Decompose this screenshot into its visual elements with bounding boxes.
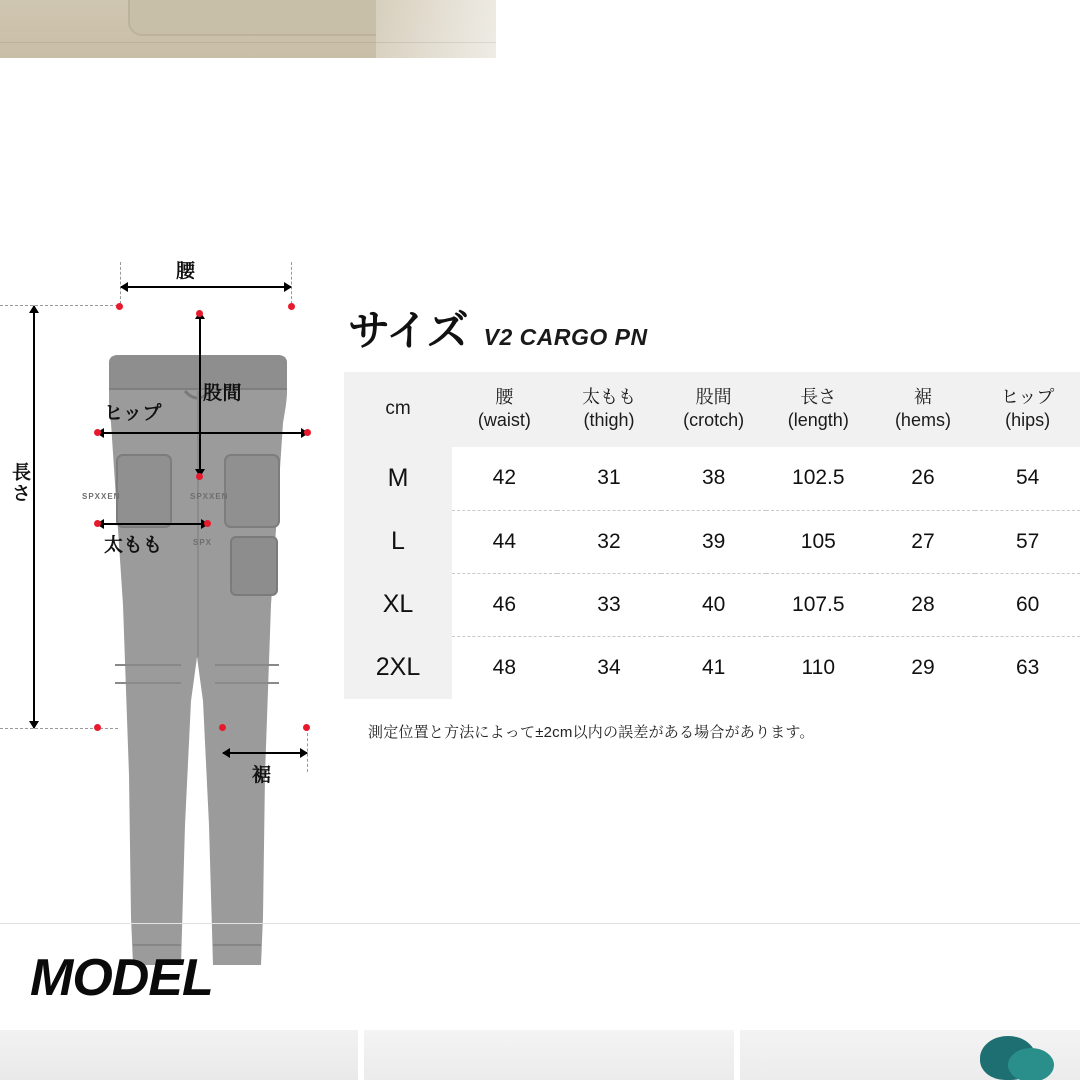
header-thigh xyxy=(557,372,662,447)
cell-waist: 42 xyxy=(452,447,557,510)
header-hips-jp: ヒップ xyxy=(1000,387,1055,407)
table-row xyxy=(344,573,1080,636)
header-crotch xyxy=(661,372,766,447)
table-header-row xyxy=(344,372,1080,447)
cell-length: 105 xyxy=(766,510,871,573)
size-chart-title: サイズ xyxy=(348,307,468,354)
label-thigh: 太もも xyxy=(104,535,163,556)
cell-length: 107.5 xyxy=(766,573,871,636)
cell-thigh: 33 xyxy=(557,573,662,636)
point-thigh-right xyxy=(204,520,211,527)
hips-arrow xyxy=(97,432,308,434)
header-crotch-en: (crotch) xyxy=(683,409,745,430)
point-length-bottom xyxy=(94,724,101,731)
label-length: 長さ xyxy=(9,462,30,504)
cell-size: M xyxy=(344,447,452,510)
garment-print-pocket: SPX xyxy=(193,538,213,547)
model-photo-1 xyxy=(0,1030,358,1080)
point-hips-left xyxy=(94,429,101,436)
point-crotch-bottom xyxy=(196,473,203,480)
size-chart-subtitle: V2 CARGO PN xyxy=(483,324,648,350)
cell-length: 110 xyxy=(766,636,871,699)
point-waist-left xyxy=(116,303,123,310)
label-hems: 裾 xyxy=(252,765,272,786)
size-chart-section xyxy=(344,307,1080,742)
cell-hems: 27 xyxy=(871,510,976,573)
header-length-en: (length) xyxy=(787,409,849,430)
table-row xyxy=(344,510,1080,573)
model-photo-strip xyxy=(0,1030,1080,1080)
size-chart-header xyxy=(344,307,1080,354)
header-length xyxy=(766,372,871,447)
product-photo-top xyxy=(0,0,496,58)
point-hems-right xyxy=(303,724,310,731)
crotch-arrow xyxy=(199,312,201,476)
header-length-jp: 長さ xyxy=(800,387,837,407)
cell-crotch: 40 xyxy=(661,573,766,636)
model-photo-3 xyxy=(740,1030,1080,1080)
cell-thigh: 31 xyxy=(557,447,662,510)
model-section-title: MODEL xyxy=(30,949,213,1007)
label-hips: ヒップ xyxy=(104,403,162,424)
cell-hips: 57 xyxy=(975,510,1080,573)
header-hips-en: (hips) xyxy=(1005,409,1051,430)
waist-arrow xyxy=(121,286,291,288)
size-table xyxy=(344,372,1080,699)
model-head-shape-2 xyxy=(1008,1048,1054,1080)
measurement-diagram xyxy=(0,250,340,810)
cell-hems: 29 xyxy=(871,636,976,699)
section-divider xyxy=(0,923,1080,924)
garment-print-left: SPXXEN xyxy=(82,492,121,501)
cell-hips: 63 xyxy=(975,636,1080,699)
hems-arrow xyxy=(223,752,307,754)
garment-print-right: SPXXEN xyxy=(190,492,229,501)
point-thigh-left xyxy=(94,520,101,527)
size-table-head xyxy=(344,372,1080,447)
cell-hems: 28 xyxy=(871,573,976,636)
cell-thigh: 32 xyxy=(557,510,662,573)
length-guide-top xyxy=(0,305,118,306)
label-crotch: 股間 xyxy=(203,383,243,404)
point-waist-right xyxy=(288,303,295,310)
header-hips xyxy=(975,372,1080,447)
model-photo-2 xyxy=(364,1030,734,1080)
cell-crotch: 38 xyxy=(661,447,766,510)
measurement-note: 測定位置と方法によって±2cm以内の誤差がある場合があります。 xyxy=(368,724,815,741)
point-hips-right xyxy=(304,429,311,436)
header-thigh-jp: 太もも xyxy=(581,387,636,407)
header-waist-jp: 腰 xyxy=(495,387,514,407)
header-unit: cm xyxy=(344,372,452,447)
header-waist-en: (waist) xyxy=(477,409,531,430)
cell-crotch: 41 xyxy=(661,636,766,699)
header-hems-en: (hems) xyxy=(894,409,951,430)
cell-waist: 44 xyxy=(452,510,557,573)
length-arrow xyxy=(33,306,35,728)
header-hems xyxy=(871,372,976,447)
cell-hips: 60 xyxy=(975,573,1080,636)
cell-length: 102.5 xyxy=(766,447,871,510)
cell-hips: 54 xyxy=(975,447,1080,510)
label-waist: 腰 xyxy=(176,261,196,282)
table-row xyxy=(344,636,1080,699)
point-crotch-top xyxy=(196,310,203,317)
table-row xyxy=(344,447,1080,510)
header-waist xyxy=(452,372,557,447)
cell-hems: 26 xyxy=(871,447,976,510)
header-thigh-en: (thigh) xyxy=(583,409,635,430)
thigh-arrow xyxy=(97,523,208,525)
cell-size: 2XL xyxy=(344,636,452,699)
cell-crotch: 39 xyxy=(661,510,766,573)
fabric-highlight xyxy=(376,0,496,58)
header-hems-jp: 裾 xyxy=(913,387,932,407)
cell-waist: 46 xyxy=(452,573,557,636)
cell-size: L xyxy=(344,510,452,573)
cell-waist: 48 xyxy=(452,636,557,699)
seam-line xyxy=(0,42,496,43)
header-crotch-jp: 股間 xyxy=(695,387,732,407)
cell-size: XL xyxy=(344,573,452,636)
size-table-body xyxy=(344,447,1080,699)
point-hems-left xyxy=(219,724,226,731)
cell-thigh: 34 xyxy=(557,636,662,699)
